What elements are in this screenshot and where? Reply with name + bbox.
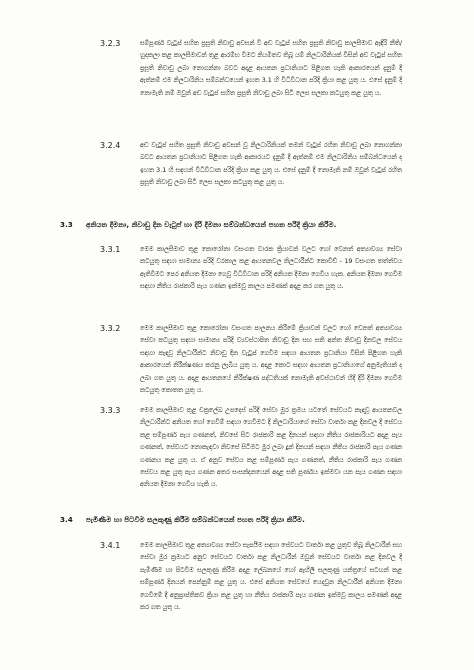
- section-number: 3.3.3: [100, 406, 121, 415]
- heading-number: 3.4: [60, 515, 73, 524]
- section-text: මෙම කාලසීමාව තුළ කොරෝනා වසංගත පාලනය කිරීමේ ක්‍රියාවන් වලට හෝ වෙනත් අත්‍යාවශ්‍ය සේවා කටයුතු සඳහා සාමාන්‍ය පරිදි ව්‍යවස්ථාපිත නිවාඩු දින සහ සති අන්ත නිවාඩු දිනවල සේවය සඳහා කැඳවූ නිලධාරීන්ට නිවාඩු දින වැටුප් ගෙවීම සඳහා ආයතන ප්‍රධානියා විසින් පිළිගත හැකි ආකාරයෙන් නිරීක්ෂණය කරනු ලැබිය යුතු ය. අදාළ කොට සඳහා ආයතන ප්‍රධානියාගේ අනුමැතියක් ද ලබා ගත යුතු ය. අදාළ ආයතනයේ නිරීක්ෂණ පද්ධතියක් නොමැති අවස්ථාවන් හිදී දිරි දීමනා ගෙවීම කටයුතු කොතත යුතු ය.: [140, 325, 402, 395]
- section-3-4-heading: [60, 514, 440, 526]
- section-number: 3.4.1: [100, 541, 121, 550]
- heading-number: 3.3: [60, 220, 73, 229]
- section-number: 3.3.2: [100, 324, 121, 333]
- heading-text: අනියත දීමනා, නිවාඩු දින වැටුප් හා දිරි දීමනා සම්බන්ධයෙන් පහත පරිදි ක්‍රියා කිරීම.: [86, 220, 337, 229]
- section-number: 3.3.1: [100, 245, 121, 254]
- section-number: 3.2.3: [100, 39, 121, 48]
- section-text: මෙම කාලසීමාව තුළ අත්‍යාවශ්‍ය සේවා සැපයීම සඳහා සේවයට වාර්තා කළ යුතුව තිබූ නිලධාරීන් සහ සේවා මුර ක්‍රමයට අනුව සේවයට වාර්තා කළ නිලධාරීන් ඔවුන් සේවයට වාර්තා කළ දිනවල දී පැමිණීම හා පිටවීම සලකුණු කිරීම අදාළ ලේඛනයේ හෝ ඇඟිලි සලකුණු යන්ත්‍රයේ සටහන් කළ සම්පූර්ණ දිනයන් පෙන්නුම් කළ යුතු ය. එසේ අනියත සේවයේ යෙදවුන නිලධාරීන් අනියත දීමනා ගෙවීමේ දී අනුප්‍රාප්තිකව ක්‍රියා කළ යුතු හා නීතිය රාජකාරි පැය ගණන ඉක්මවූ කාලය පමණක් අදාළ කර ගත යුතු ය.: [140, 542, 402, 612]
- section-number: 3.2.4: [100, 141, 121, 150]
- section-text: අඩ වැටුප් සහිත ප්‍රසූති නිවාඩු අවසන් වූ නිලධාරිනියක් තමන් වැටුප් රහිත නිවාඩු ලබා නොගන්නා බවට ආයතන ප්‍රධානියාට පිළිගත හැකි ආකාරයට දැනුම් දී ඇත්නම් එම නිලධාරිනිය සම්බන්ධයෙන් ද ඉහත 3.1 හි සඳහන් විධිවිධාන පරිදි ක්‍රියා කළ යුතු ය. එසේ දැනුම් දී නොමැති නම් ඔවුන් වැටුප් රහිත ප්‍රසූති නිවාඩු ලබා සිටි ලෙස සලකා කටයුතු කළ යුතු ය.: [140, 142, 402, 187]
- section-text: සම්පූර්ණ වැටුප් සහිත ප්‍රසූති නිවාඩු අවසන් වී අඩ වැටුප් සහිත ප්‍රසූති නිවාඩු කාලසීමාව ඇඳිරි නීති/ හුදකලා කළ කාලසීමාවන් තුළ ආරම්භ වීමට නියමිතව තිබූ යම් නිලධාරිනියක් විසින් අඩ වැටුප් සහිත ප්‍රසූති නිවාඩු ලබා නොගන්නා බවට අදාළ ආයතන ප්‍රධානියාට පිළිගත හැකි ආකාරයෙන් දැනුම් දී ඇත්නම් එම නිලධාරිනිය සම්බන්ධයෙන් ඉහත 3.1 හි විධිවිධාන පරිදි ක්‍රියා කළ යුතු ය. එසේ දැනුම් දී නොමැති නම් ඔවුන් අඩ වැටුප් සහිත ප්‍රසූති නිවාඩු ලබා සිටි ලෙස සලකා කටයුතු කළ යුතු ය.: [140, 40, 403, 97]
- section-text: මෙම කාලසීමාව තුළ චක්‍රලේඛ උපදෙස් පරිදි සේවා මුර ක්‍රමය යටතේ සේවයට කැඳවූ ආයතනවල නිලධාරීන්ට අනියත හෝ ගෙවීම් සඳහා ගෙවීමට දී නිලධාරියාගේ සේවා වාර්තා කළ දිනවල දී සේවය කළ සම්පූර්ණ පැය ගණනත්, නිවසේ සිට රාජකාරි කළ දිනයන් සඳහා නීතිය රාජකාරියට අදාළ පැය ගණනත්, සේවයට නොකැඳවා නිවසේ සිටීමට මුර ලබා දුන් දිනයන් සඳහා නීතිය රාජකාරි පැය ගණන ගණනය කළ යුතු ය. ඒ අනුව සේවය කළ සම්පූර්ණ පැය ගණනත්, නීතිය රාජකාරි පැය ගණන සේවය කළ යුතු පැය ගණන අතර සංසන්දනයෙන් අදාළ සති පූර්ණය ඉක්මවා යන පැය ගණන සඳහා අනියත දීමනා ගෙවිය හැකි ය.: [140, 407, 402, 489]
- heading-text: පැමිණීම හා පිටවීම සලකුණු කිරීම සම්බන්ධයෙන් පහත පරිදි ක්‍රියා කිරීම.: [86, 515, 305, 524]
- section-text: මෙම කාලසීමාව තුළ කොරෝනා වසංගත වාරක ක්‍රියාවන් වලට හෝ වෙනත් අත්‍යාවශ්‍ය සේවා කටයුතු සඳහා සාමාන්‍ය පරිදි වරකාල කළ ආයතනවල නිලධාරීන්ට කොවිඩ් - 19 වසංගත තත්ත්වය ඇතිවීමට පෙර අනියත දීමනා ගෙවූ විධිවිධාන පරිදි අනියත දීමනා ගෙවිය හැක. අනියත දීමනා ගෙවීම සඳහා නීතිය රාජකාරි පැය ගණන ඉක්මවූ කාලය පමණක් අදාළ කර ගත යුතු ය.: [140, 246, 402, 291]
- section-3-3-heading: [60, 219, 440, 231]
